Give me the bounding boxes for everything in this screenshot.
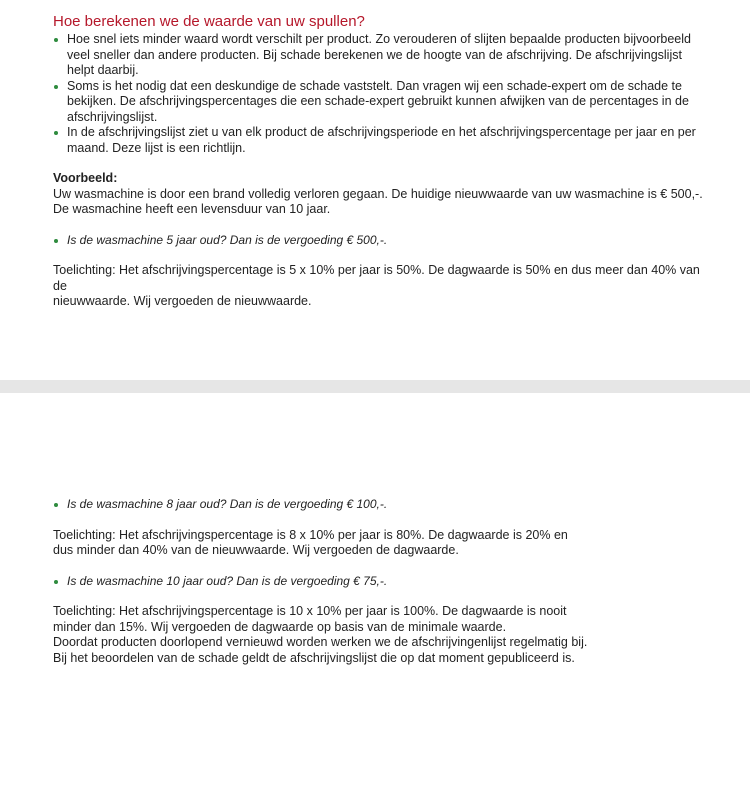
example-text-line: Uw wasmachine is door een brand volledig verloren gegaan. De huidige nieuwwaarde van uw wasmachine is € 500,-. bbox=[53, 186, 703, 201]
list-item bbox=[53, 233, 703, 249]
bullet-icon bbox=[54, 85, 58, 89]
example-text-line: De wasmachine heeft een levensduur van 10 jaar. bbox=[53, 202, 331, 216]
intro-bullet-list bbox=[53, 32, 703, 156]
closing-line: Doordat producten doorlopend vernieuwd worden werken we de afschrijvingenlijst regelmatig bij. bbox=[53, 635, 588, 649]
list-item bbox=[53, 125, 703, 156]
bullet-icon bbox=[54, 580, 58, 584]
list-item bbox=[53, 79, 703, 126]
section-heading: Hoe berekenen we de waarde van uw spullen? bbox=[53, 13, 365, 30]
explanation-line: minder dan 15%. Wij vergoeden de dagwaarde op basis van de minimale waarde. bbox=[53, 619, 507, 634]
explanation-line: Toelichting: Het afschrijvingspercentage is 8 x 10% per jaar is 80%. De dagwaarde is 20% en bbox=[53, 527, 568, 542]
bullet-icon bbox=[54, 131, 58, 135]
closing-line: Bij het beoordelen van de schade geldt de afschrijvingslijst die op dat moment gepubliceerd is. bbox=[53, 650, 575, 665]
explanation-line: Toelichting: Het afschrijvingspercentage is 5 x 10% per jaar is 50%. De dagwaarde is 50% en dus meer dan 40% van de bbox=[53, 263, 700, 293]
case-list bbox=[53, 497, 703, 513]
explanation-line: dus minder dan 40% van de nieuwwaarde. Wij vergoeden de dagwaarde. bbox=[53, 543, 459, 557]
explanation-line: Toelichting: Het afschrijvingspercentage is 10 x 10% per jaar is 100%. De dagwaarde is nooit bbox=[53, 604, 567, 618]
example-label: Voorbeeld: bbox=[53, 171, 118, 185]
document-page-2 bbox=[0, 393, 750, 800]
list-item bbox=[53, 497, 703, 513]
page-1-content bbox=[53, 13, 703, 310]
case-question: Is de wasmachine 8 jaar oud? Dan is de vergoeding € 100,-. bbox=[67, 497, 388, 511]
case-question: Is de wasmachine 10 jaar oud? Dan is de vergoeding € 75,-. bbox=[67, 573, 388, 588]
bullet-icon bbox=[54, 239, 58, 243]
case-list bbox=[53, 574, 703, 590]
list-item bbox=[53, 32, 703, 79]
list-item bbox=[53, 574, 703, 590]
bullet-icon bbox=[54, 503, 58, 507]
bullet-icon bbox=[54, 38, 58, 42]
list-item-text: Soms is het nodig dat een deskundige de schade vaststelt. Dan vragen wij een schade-expert om de schade te bekijken. De afschrijvingspercentages die een schade-expert gebruikt kunnen afwijken van de percentages in de afschrijvingslijst. bbox=[67, 78, 689, 124]
list-item-text: Hoe snel iets minder waard wordt verschilt per product. Zo verouderen of slijten bepaalde producten bijvoorbeeld veel sneller dan andere producten. Bij schade berekenen we de hoogte van de afschrijving. De afschrijvingslijst helpt daarbij. bbox=[67, 32, 691, 77]
case-list bbox=[53, 233, 703, 249]
document-page-1 bbox=[0, 0, 750, 380]
list-item-text: In de afschrijvingslijst ziet u van elk product de afschrijvingsperiode en het afschrijvingspercentage per jaar en per maand. Deze lijst is een richtlijn. bbox=[67, 125, 696, 155]
explanation-line: nieuwwaarde. Wij vergoeden de nieuwwaarde. bbox=[53, 294, 312, 308]
page-2-content bbox=[53, 497, 703, 666]
case-question: Is de wasmachine 5 jaar oud? Dan is de vergoeding € 500,-. bbox=[67, 232, 388, 247]
page-separator bbox=[0, 380, 750, 393]
